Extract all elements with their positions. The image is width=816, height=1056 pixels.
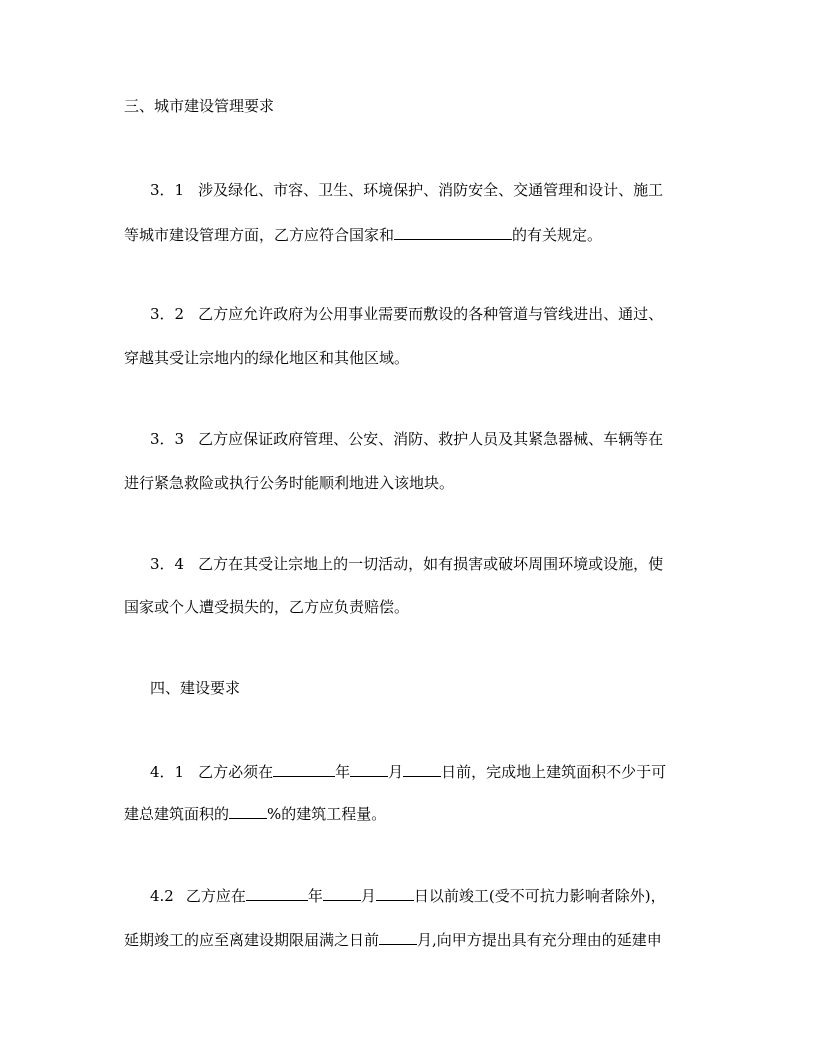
- clause-3-2-line-2: 穿越其受让宗地内的绿化地区和其他区域。: [124, 349, 410, 367]
- clause-text: 月,向甲方提出具有充分理由的延建申: [417, 931, 662, 949]
- clause-text: 乙方应保证政府管理、公安、消防、救护人员及其紧急器械、车辆等在: [198, 430, 664, 448]
- clause-number: 3．4: [150, 555, 185, 573]
- fill-in-blank[interactable]: [394, 225, 512, 240]
- clause-text: 建总建筑面积的: [124, 805, 230, 823]
- clause-text: 乙方应允许政府为公用事业需要而敷设的各种管道与管线进出、通过、: [198, 305, 664, 323]
- clause-text: 日前，完成地上建筑面积不少于可: [441, 763, 667, 781]
- clause-text: 日以前竣工(受不可抗力影响者除外)，: [413, 887, 666, 905]
- clause-text: 乙方必须在: [198, 763, 274, 781]
- year-blank[interactable]: [273, 762, 335, 777]
- clause-text: 乙方在其受让宗地上的一切活动，如有损害或破坏周围环境或设施，使: [198, 555, 664, 573]
- clause-3-4-line-1: [150, 554, 730, 574]
- clause-3-4-line-2: 国家或个人遭受损失的，乙方应负责赔偿。: [124, 598, 410, 616]
- clause-number: 3．3: [150, 430, 185, 448]
- clause-4-2-line-1: [150, 886, 730, 906]
- clause-3-1-line-2: [124, 225, 704, 245]
- clause-number: 3．2: [150, 305, 185, 323]
- clause-text: %的建筑工程量。: [267, 805, 387, 823]
- month-blank[interactable]: [350, 762, 388, 777]
- clause-3-3-line-2: 进行紧急救险或执行公务时能顺利地进入该地块。: [124, 474, 455, 492]
- clause-3-3-line-1: [150, 429, 730, 449]
- clause-4-2-line-2: [124, 930, 704, 950]
- clause-4-1-line-1: [150, 762, 730, 782]
- day-blank[interactable]: [403, 762, 441, 777]
- month-count-blank[interactable]: [379, 930, 417, 945]
- clause-text: 乙方应在: [185, 887, 246, 905]
- clause-3-1-line-1: [150, 180, 695, 200]
- clause-number: 4.2: [150, 887, 174, 905]
- year-label: 年: [307, 887, 323, 905]
- section-3-heading: 三、城市建设管理要求: [124, 97, 275, 115]
- section-4-heading: 四、建设要求: [150, 679, 241, 697]
- month-label: 月: [388, 763, 404, 781]
- clause-4-1-line-2: [124, 804, 704, 824]
- clause-text: 涉及绿化、市容、卫生、环境保护、消防安全、交通管理和设计、施工: [198, 181, 664, 199]
- year-blank[interactable]: [246, 886, 308, 901]
- day-blank[interactable]: [376, 886, 414, 901]
- month-blank[interactable]: [323, 886, 361, 901]
- percent-blank[interactable]: [229, 804, 267, 819]
- clause-number: 4．1: [150, 763, 185, 781]
- clause-number: 3．1: [150, 181, 185, 199]
- clause-text: 延期竣工的应至离建设期限届满之日前: [124, 931, 380, 949]
- clause-text: 的有关规定。: [512, 226, 603, 244]
- clause-3-2-line-1: [150, 304, 730, 324]
- month-label: 月: [360, 887, 376, 905]
- clause-text: 等城市建设管理方面，乙方应符合国家和: [124, 226, 395, 244]
- year-label: 年: [335, 763, 351, 781]
